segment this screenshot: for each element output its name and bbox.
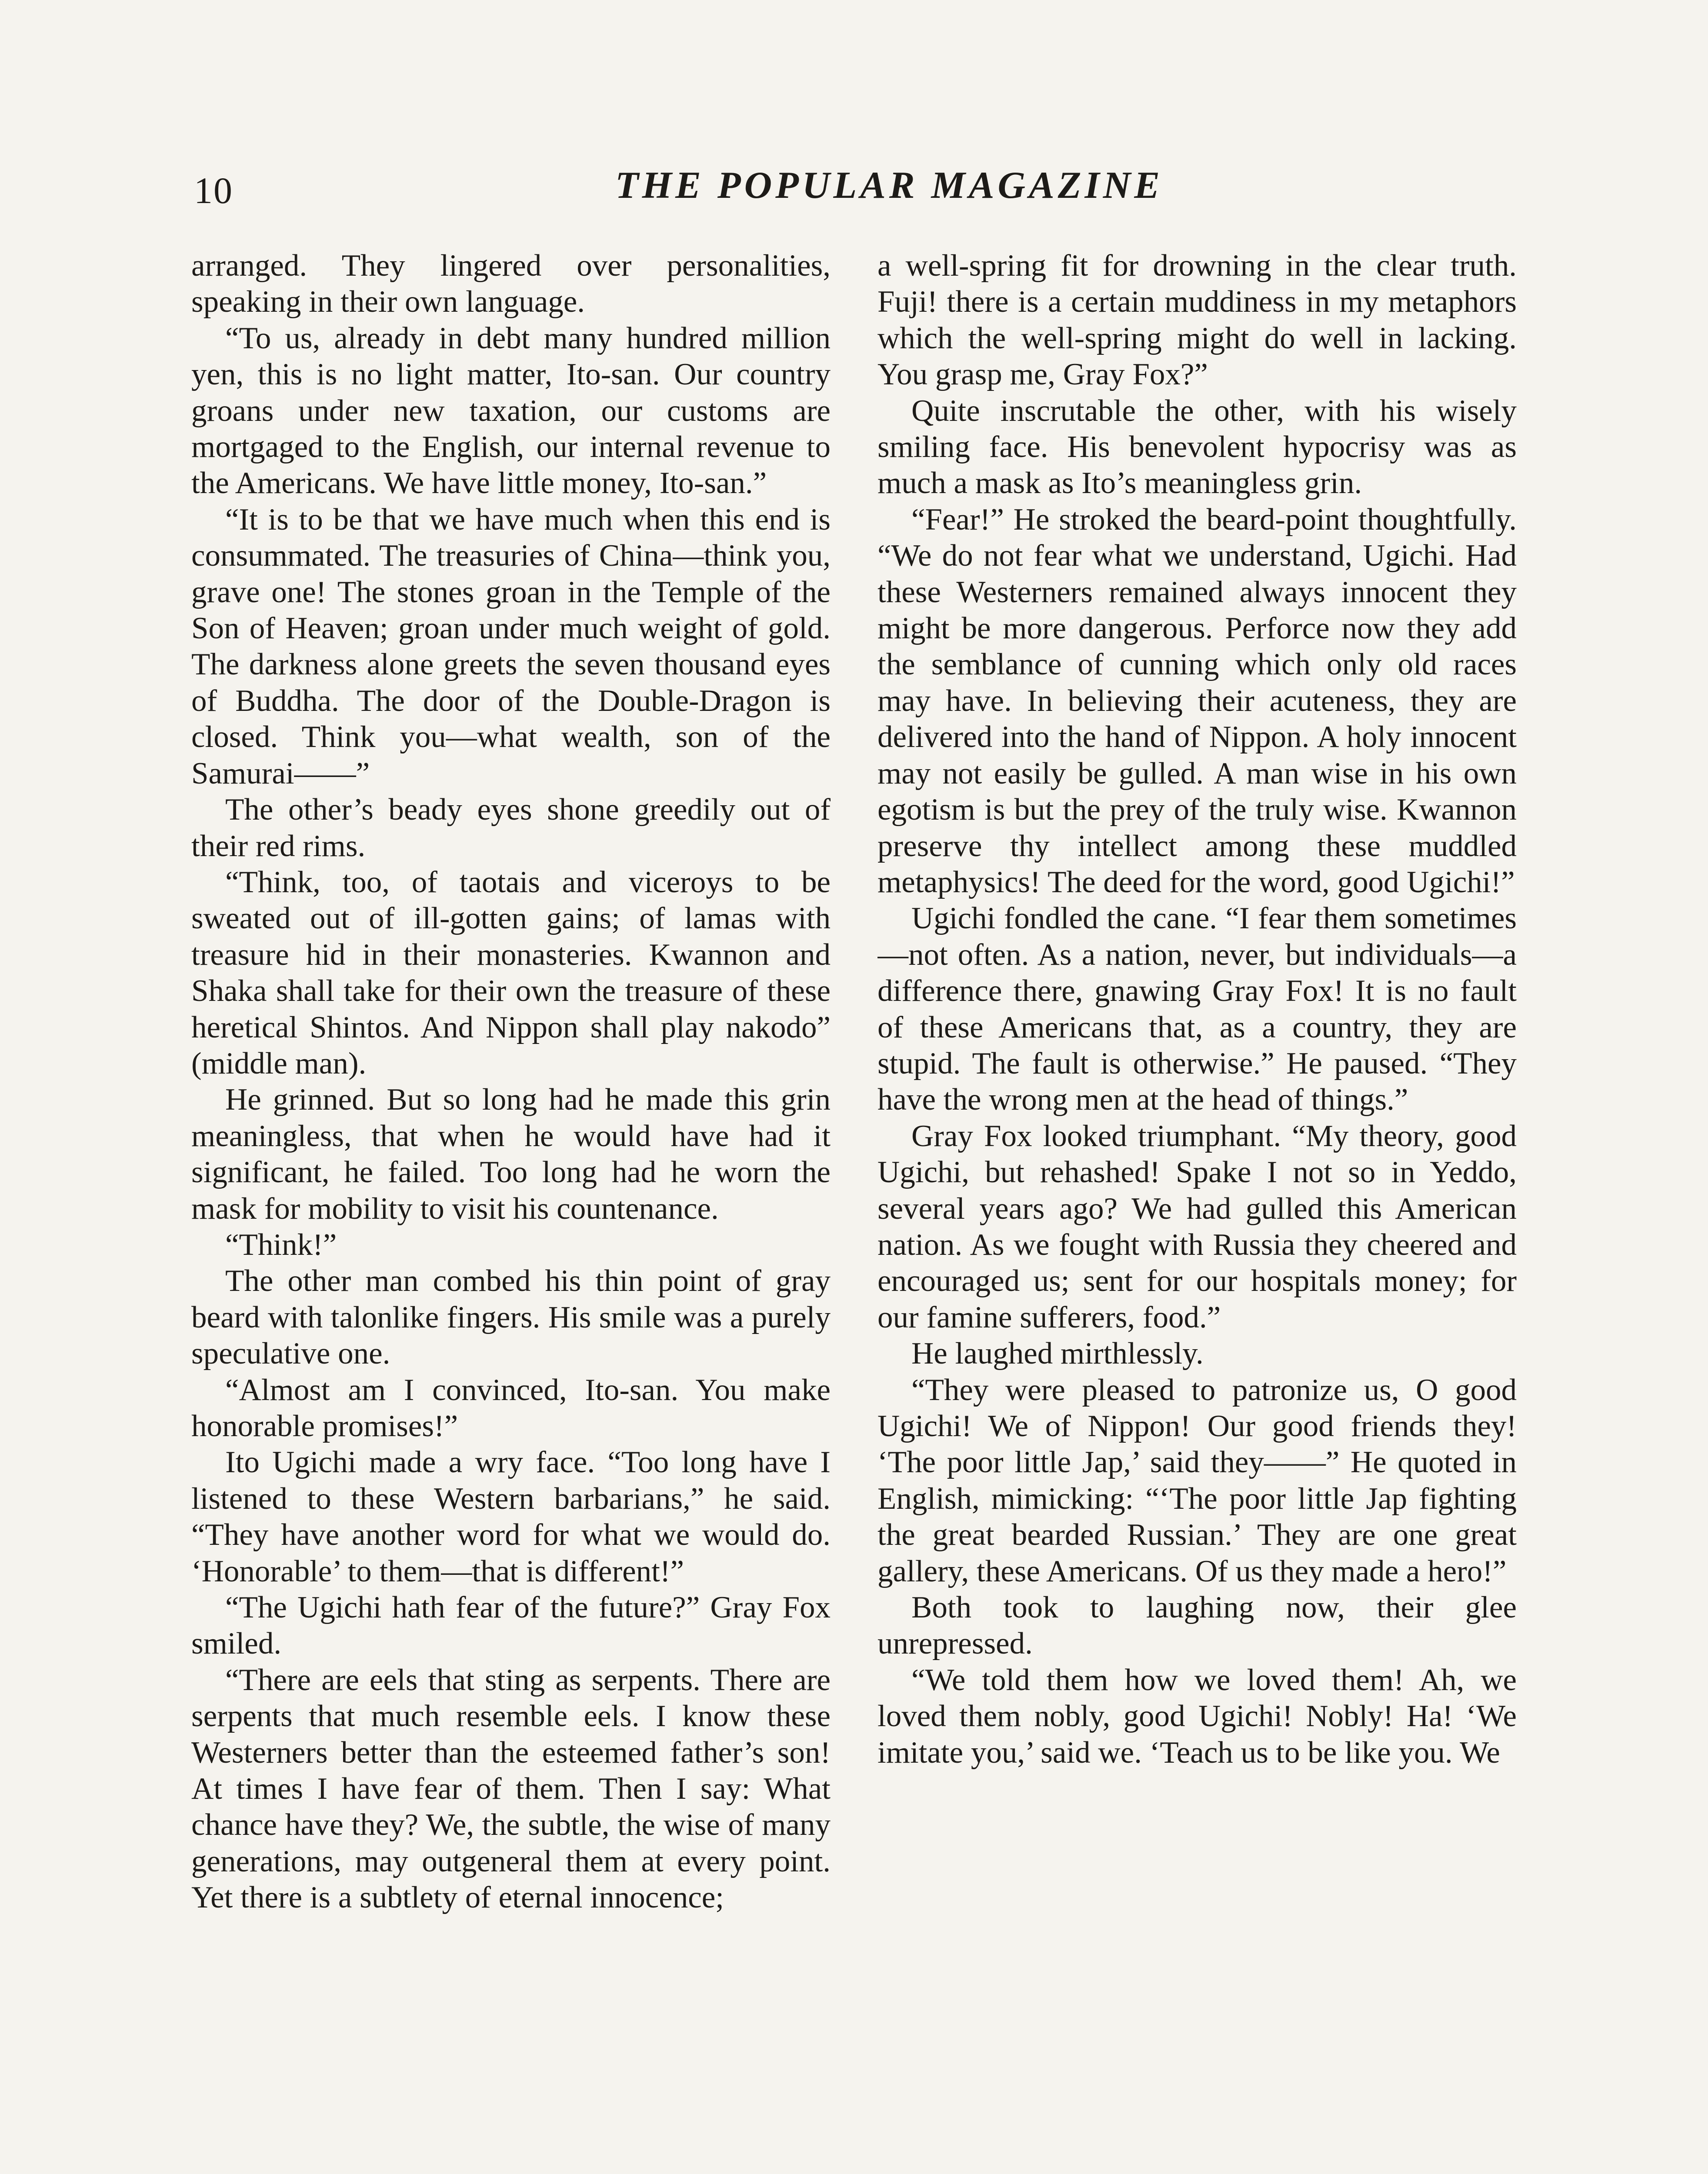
paragraph: “Think, too, of taotais and viceroys to be sweated out of ill-gotten gains; of lamas with treasure hid in their monasteries. Kwannon and Shaka shall take for their own the treasure of these heretical Shintos. And Nippon shall play nakodo” (middle man). — [191, 865, 831, 1080]
paragraph: He grinned. But so long had he made this grin meaningless, that when he would have had it significant, he failed. Too long had he worn the mask for mobility to visit his countenance. — [191, 1083, 831, 1226]
paragraph: Ito Ugichi made a wry face. “Too long have I listened to these Western barbarians,” he said. “They have another word for what we would do. ‘Honorable’ to them—that is different!” — [191, 1445, 831, 1588]
paragraph: The other man combed his thin point of gray beard with talonlike fingers. His smile was a purely speculative one. — [191, 1264, 831, 1371]
paragraph: The other’s beady eyes shone greedily out of their red rims. — [191, 793, 831, 863]
paragraph: “To us, already in debt many hundred million yen, this is no light matter, Ito-san. Our country groans under new taxation, our customs are mortgaged to the English, our internal revenue to the Americans. We have little money, Ito-san.” — [191, 321, 831, 500]
paragraph: He laughed mirthlessly. — [911, 1337, 1204, 1371]
paragraph: “Think!” — [225, 1227, 337, 1262]
paragraph: a well-spring fit for drowning in the clear truth. Fuji! there is a certain muddiness in my metaphors which the well-spring might do well in lacking. You grasp me, Gray Fox?” — [877, 249, 1517, 392]
paragraph: “It is to be that we have much when this end is consummated. The treasuries of China—think you, grave one! The stones groan in the Temple of the Son of Heaven; groan under much weight of gold. The darkness alone greets the seven thousand eyes of Buddha. The door of the Double-Dragon is closed. Think you—what wealth, son of the Samurai——” — [191, 502, 831, 790]
right-column — [877, 248, 1517, 2174]
paragraph: “The Ugichi hath fear of the future?” Gray Fox smiled. — [191, 1590, 831, 1661]
paragraph: “They were pleased to patronize us, O good Ugichi! We of Nippon! Our good friends they! ‘The poor little Jap,’ said they——” He quoted in English, mimicking: “‘The poor little Jap fighting the great bearded Russian.’ They are one great gallery, these Americans. Of us they made a hero!” — [877, 1373, 1517, 1588]
paragraph: Both took to laughing now, their glee unrepressed. — [877, 1590, 1517, 1661]
paragraph: Gray Fox looked triumphant. “My theory, good Ugichi, but rehashed! Spake I not so in Yeddo, several years ago? We had gulled this American nation. As we fought with Russia they cheered and encouraged us; sent for our hospitals money; for our famine sufferers, food.” — [877, 1119, 1517, 1334]
paragraph: “We told them how we loved them! Ah, we loved them nobly, good Ugichi! Nobly! Ha! ‘We imitate you,’ said we. ‘Teach us to be like you. We — [877, 1663, 1517, 1770]
magazine-title: THE POPULAR MAGAZINE — [615, 164, 1164, 207]
paragraph: “Fear!” He stroked the beard-point thoughtfully. “We do not fear what we understand, Ugichi. Had these Westerners remained always innocent they might be more dangerous. Perforce now they add the semblance of cunning which only old races may have. In believing their acuteness, they are delivered into the hand of Nippon. A holy innocent may not easily be gulled. A man wise in his own egotism is but the prey of the truly wise. Kwannon preserve thy intellect among these muddled metaphysics! The deed for the word, good Ugichi!” — [877, 502, 1517, 899]
paragraph: arranged. They lingered over personalities, speaking in their own language. — [191, 249, 831, 319]
paragraph: “Almost am I convinced, Ito-san. You make honorable promises!” — [191, 1373, 831, 1443]
paragraph: “There are eels that sting as serpents. There are serpents that much resemble eels. I know these Westerners better than the esteemed father’s son! At times I have fear of them. Then I say: What chance have they? We, the subtle, the wise of many generations, may outgeneral them at every point. Yet there is a subtlety of eternal innocence; — [191, 1663, 831, 1915]
paragraph: Ugichi fondled the cane. “I fear them sometimes—not often. As a nation, never, but individuals—a difference there, gnawing Gray Fox! It is no fault of these Americans that, as a country, they are stupid. The fault is otherwise.” He paused. “They have the wrong men at the head of things.” — [877, 901, 1517, 1117]
page-number: 10 — [194, 170, 233, 211]
left-column — [191, 248, 831, 2174]
paragraph: Quite inscrutable the other, with his wisely smiling face. His benevolent hypocrisy was as much a mask as Ito’s meaningless grin. — [877, 393, 1517, 500]
